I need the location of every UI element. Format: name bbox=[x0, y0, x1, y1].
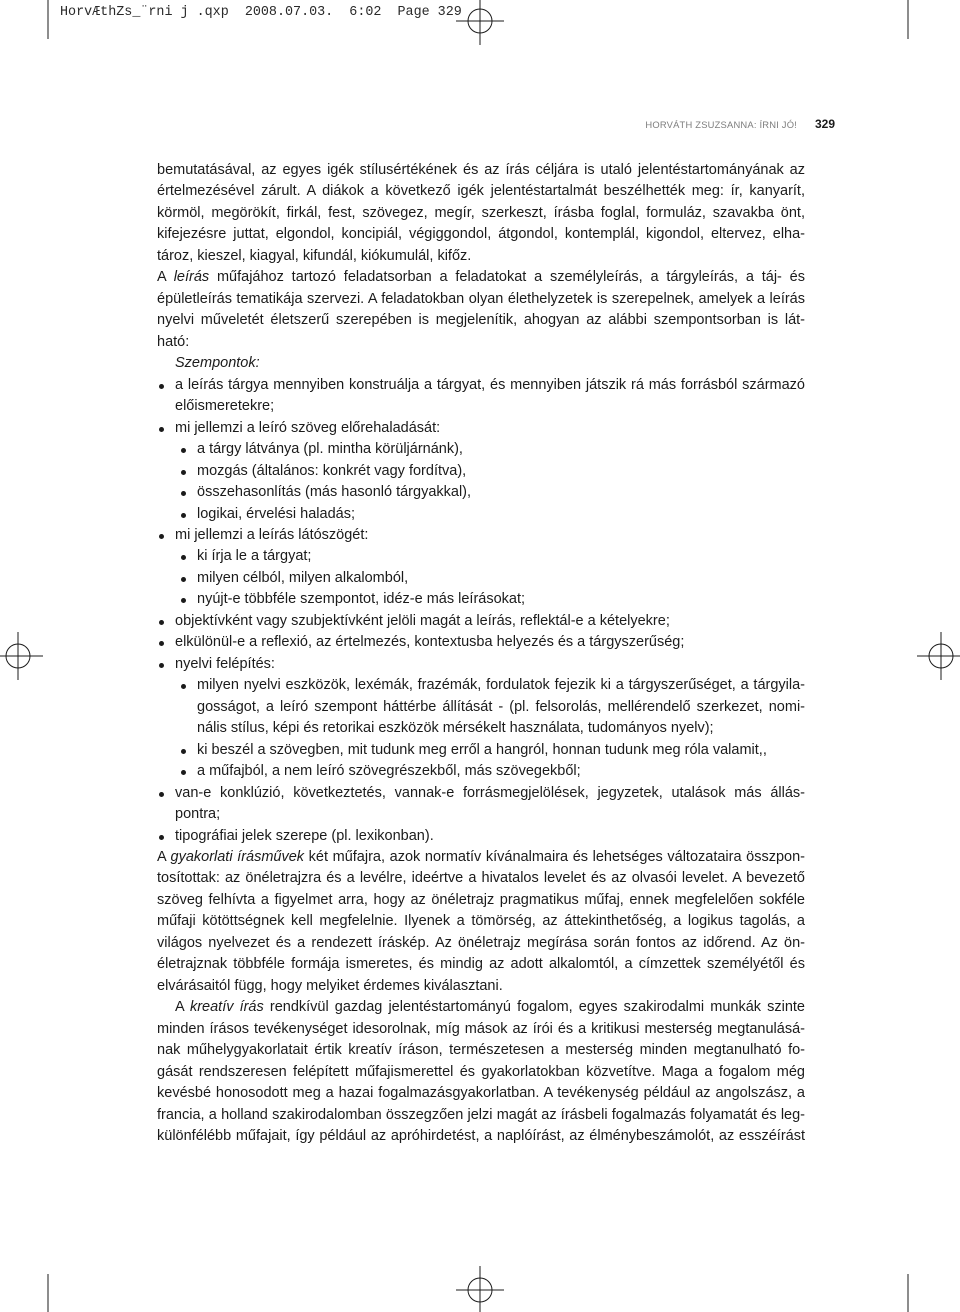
line-text bbox=[157, 267, 805, 288]
bullet-icon bbox=[159, 792, 164, 797]
print-slug-line: HorvÆthZs_¨rni j .qxp 2008.07.03. 6:02 Page 329 bbox=[60, 5, 462, 20]
genre-term: kreatív írás bbox=[189, 999, 264, 1016]
line-text: objektívként vagy szubjektívként jelöli magát a leírás, reflektál-e a kételyekre; bbox=[175, 612, 670, 629]
criteria-item bbox=[157, 611, 805, 632]
registration-mark-left bbox=[0, 632, 43, 680]
bullet-icon bbox=[159, 384, 164, 389]
text-line bbox=[157, 203, 805, 224]
practical-writing-paragraph bbox=[157, 847, 805, 997]
line-text: pontra; bbox=[175, 806, 221, 823]
genre-term: gyakorlati írásművek bbox=[170, 849, 305, 865]
bullet-icon bbox=[181, 491, 186, 496]
text-line bbox=[157, 868, 805, 889]
line-text: kifejezésre juttat, elgondol, koncipiál, végiggondol, átgondol, kontemplál, kigondol, eltervez, elha- bbox=[157, 226, 805, 243]
line-text: összehasonlítás (más hasonló tárgyakkal), bbox=[197, 484, 472, 501]
line-text: műfaji kötöttségnek kell megfelelnie. Ilyenek a tömörség, az áttekinthetőség, a logikus tagolás, a bbox=[157, 913, 805, 930]
bullet-icon bbox=[159, 663, 164, 668]
line-text: elvárásaitól függ, hogy melyiket érdemes kiválasztani. bbox=[157, 977, 503, 994]
sub-list-item bbox=[157, 439, 805, 460]
text-line bbox=[157, 332, 805, 353]
line-text-lead: A bbox=[175, 999, 190, 1016]
bullet-icon bbox=[181, 470, 186, 475]
line-text: kevésbé honosodott meg a hazai fogalmazásgyakorlatban. A tevékenység például az angolszász, a bbox=[157, 1085, 805, 1102]
paragraph-first-line bbox=[157, 997, 805, 1018]
body-text bbox=[157, 160, 805, 1148]
line-text: körmöl, megörökít, firkál, fest, szövegez, megír, szerkeszt, írásba foglal, formuláz, szavakba önt, bbox=[157, 204, 805, 221]
text-line bbox=[157, 976, 805, 997]
criteria-item bbox=[157, 418, 805, 525]
criteria-item bbox=[157, 826, 805, 847]
bullet-icon bbox=[181, 684, 186, 689]
sub-list-item bbox=[157, 740, 805, 761]
list-item-line bbox=[157, 632, 805, 653]
bullet-icon bbox=[181, 770, 186, 775]
text-line bbox=[157, 160, 805, 181]
bullet-icon bbox=[181, 749, 186, 754]
criteria-list bbox=[157, 353, 805, 847]
line-text: a műfajból, a nem leíró szövegrészekből, más szövegekből; bbox=[197, 763, 581, 780]
criteria-heading-text: Szempontok: bbox=[175, 355, 260, 372]
line-text: ki beszél a szövegben, mit tudunk meg erről a hangról, honnan tudunk meg róla valamit,, bbox=[197, 741, 767, 758]
running-header-title: HORVÁTH ZSUZSANNA: ÍRNI JÓ! bbox=[645, 119, 797, 130]
list-item-line bbox=[157, 783, 805, 804]
text-line bbox=[157, 246, 805, 267]
line-text bbox=[157, 847, 805, 868]
line-text: mozgás (általános: konkrét vagy fordítva), bbox=[197, 462, 467, 479]
sub-list-item bbox=[157, 504, 805, 525]
text-line bbox=[157, 1019, 805, 1040]
creative-writing-paragraph bbox=[157, 997, 805, 1147]
line-text: világos nyelvezet és a rendezett íráskép. Az önéletrajz megírása során fontos az időrend. Az ön- bbox=[157, 934, 805, 951]
list-item-line bbox=[157, 654, 805, 675]
line-text: épületleírás tematikája szervezi. A feladatokban olyan élethelyzetek is szerepelnek, amelyek a leírás bbox=[157, 290, 805, 307]
line-text: tároz, kieszel, kiagyal, kifundál, kiókumulál, kifőz. bbox=[157, 247, 472, 264]
bullet-icon bbox=[159, 534, 164, 539]
registration-mark-right bbox=[917, 632, 960, 680]
line-text-lead: A bbox=[157, 849, 171, 865]
description-paragraph bbox=[157, 267, 805, 353]
criteria-item bbox=[157, 525, 805, 611]
bullet-icon bbox=[181, 555, 186, 560]
line-text: milyen nyelvi eszközök, lexémák, frazémák, fordulatok fejezik ki a tárgyszerűséget, a tárgyila- bbox=[197, 677, 805, 694]
bullet-icon bbox=[181, 513, 186, 518]
line-text-rest: műfajához tartozó feladatsorban a feladatokat a személyleírás, a tárgyleírás, a táj- és bbox=[209, 269, 805, 286]
sub-list-item-line bbox=[157, 697, 805, 718]
criteria-item bbox=[157, 654, 805, 783]
bullet-icon bbox=[159, 641, 164, 646]
page-number: 329 bbox=[815, 117, 836, 131]
line-text: előismeretekre; bbox=[175, 398, 275, 415]
line-text: életrajznak többféle formája ismeretes, és mindig az adott alkalomtól, a címzettek személyétől és bbox=[157, 956, 805, 973]
sub-list-item bbox=[157, 546, 805, 567]
line-text: nális stílus, képi és retorikai eszközök mérsékelt használata, tudományos nyelv); bbox=[197, 720, 714, 737]
list-item-line bbox=[157, 525, 805, 546]
sub-list-item bbox=[157, 461, 805, 482]
line-text: bemutatásával, az egyes igék stílusértékének és az írás céljára is utaló jelentéstartományának az bbox=[157, 162, 805, 178]
criteria-heading bbox=[157, 353, 805, 374]
line-text: szöveg felhívta a figyelmet arra, hogy az önéletrajz pragmatikus műfaj, ennek megfelelően sokféle bbox=[157, 891, 805, 908]
line-text: értelmezésével zárult. A diákok a következő igék jelentéstartalmát beszélhették meg: ír, kanyarít, bbox=[157, 183, 805, 200]
line-text: mi jellemzi a leírás látószögét: bbox=[175, 526, 369, 543]
text-line bbox=[157, 890, 805, 911]
line-text: nyújt-e többféle szempontot, idéz-e más leírásokat; bbox=[197, 591, 526, 608]
line-text: a leírás tárgya mennyiben konstruálja a tárgyat, és mennyiben játszik rá más forrásból származó bbox=[175, 376, 805, 393]
list-item-line bbox=[157, 418, 805, 439]
list-item-line bbox=[157, 396, 805, 417]
line-text: nyelvi felépítés: bbox=[175, 655, 275, 672]
bullet-icon bbox=[159, 835, 164, 840]
text-line bbox=[157, 1062, 805, 1083]
criteria-item bbox=[157, 783, 805, 826]
line-text bbox=[175, 997, 805, 1018]
sub-list-item bbox=[157, 482, 805, 503]
line-text: gását rendszeresen felépített műfajismerettel és gyakorlatokban közvetítve. Maga a fogalom még bbox=[157, 1063, 805, 1080]
bullet-icon bbox=[181, 598, 186, 603]
verbs-paragraph bbox=[157, 160, 805, 267]
text-line bbox=[157, 181, 805, 202]
text-line bbox=[157, 1040, 805, 1061]
bullet-icon bbox=[159, 620, 164, 625]
list-item-line bbox=[157, 804, 805, 825]
genre-term: leírás bbox=[173, 269, 210, 286]
text-line bbox=[157, 1105, 805, 1126]
line-text: gosságot, a leíró szempont háttérbe állítását - (pl. felsorolás, mellérendelő szerkezet, nomi- bbox=[197, 698, 805, 715]
line-text: különfélébb műfajait, így például az apróhirdetést, a naplóírást, az élménybeszámolót, az esszéírást bbox=[157, 1128, 805, 1145]
bullet-icon bbox=[181, 448, 186, 453]
criteria-item bbox=[157, 632, 805, 653]
criteria-item bbox=[157, 375, 805, 418]
line-text: logikai, érvelési haladás; bbox=[197, 505, 355, 522]
line-text: elkülönül-e a reflexió, az értelmezés, kontextusba helyezés és a tárgyszerűség; bbox=[175, 634, 685, 651]
text-line bbox=[157, 289, 805, 310]
list-item-line bbox=[157, 375, 805, 396]
registration-mark-bottom bbox=[456, 1266, 504, 1312]
paragraph-first-line bbox=[157, 847, 805, 868]
line-text: minden írásos tevékenységet idesorolnak, míg mások az írói és a kritikusi mesterség megtanulásá- bbox=[157, 1020, 805, 1037]
sub-list-item bbox=[157, 589, 805, 610]
bullet-icon bbox=[181, 577, 186, 582]
text-line bbox=[157, 1083, 805, 1104]
text-line bbox=[157, 224, 805, 245]
sub-list-item bbox=[157, 761, 805, 782]
line-text: mi jellemzi a leíró szöveg előrehaladását: bbox=[175, 419, 441, 436]
line-text: milyen célból, milyen alkalomból, bbox=[197, 569, 409, 586]
bullet-icon bbox=[159, 427, 164, 432]
text-line bbox=[157, 911, 805, 932]
paragraph-first-line bbox=[157, 267, 805, 288]
line-text: ható: bbox=[157, 333, 190, 350]
list-item-line bbox=[157, 826, 805, 847]
sub-list-item bbox=[157, 675, 805, 696]
line-text: van-e konklúzió, következtetés, vannak-e forrásmegjelölések, jegyzetek, utalások más állás- bbox=[175, 784, 805, 801]
line-text-rest: két műfajra, azok normatív kívánalmaira és lehetséges változataira összpon- bbox=[304, 849, 806, 865]
line-text: nyelvi műveletét életszerű szerepében is megjelenítik, ahogyan az alábbi szempontsorban is lát- bbox=[157, 312, 805, 329]
line-text: francia, a holland szakirodalomban összegzően jelzi magát az írásbeli fogalmazás folyamatát és leg- bbox=[157, 1106, 805, 1123]
line-text: tosítottak: az önéletrajzra és a levélre, ideértve a hivatalos levelet és az olvasói levelet. A bevezető bbox=[157, 870, 805, 887]
line-text: nak műhelygyakorlatait értik kreatív íráson, természetesen a mesterség minden megtanulható fo- bbox=[157, 1042, 805, 1059]
line-text-rest: rendkívül gazdag jelentéstartományú fogalom, egyes szakirodalmi munkák szinte bbox=[263, 999, 805, 1016]
text-line bbox=[157, 933, 805, 954]
text-line bbox=[157, 954, 805, 975]
sub-list-item-line bbox=[157, 718, 805, 739]
sub-list-item bbox=[157, 568, 805, 589]
line-text: a tárgy látványa (pl. mintha körüljárnánk), bbox=[197, 441, 463, 458]
registration-mark-top bbox=[456, 0, 504, 45]
text-line bbox=[157, 310, 805, 331]
list-item-line bbox=[157, 611, 805, 632]
line-text: tipográfiai jelek szerepe (pl. lexikonban). bbox=[175, 827, 434, 844]
line-text: ki írja le a tárgyat; bbox=[197, 548, 312, 565]
line-text-lead: A bbox=[157, 269, 174, 286]
text-line bbox=[157, 1126, 805, 1147]
